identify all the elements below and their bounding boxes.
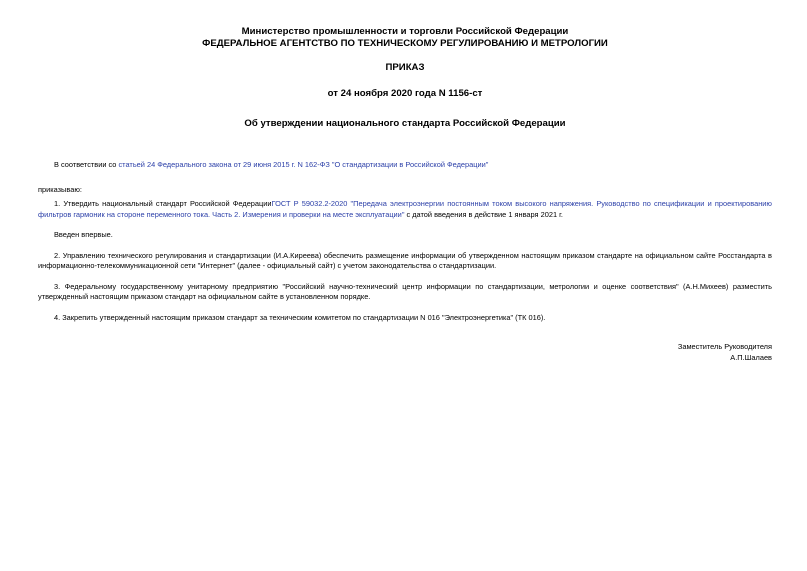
decree-word: приказываю: (38, 184, 82, 194)
standard-link[interactable]: ГОСТ Р 59032.2-2020 "Передача электроэнергии постоянным током высокого напряжения. Руководство по спецификации и проектированию фильтров гармоник на стороне переменного тока. Часть 2. Измерения и проверки на месте эксплуатации" (38, 199, 772, 219)
intro-prefix: В соответствии со (54, 160, 119, 169)
item-1-suffix: с датой введения в действие 1 января 2021 г. (404, 209, 563, 219)
law-link[interactable]: статьей 24 Федерального закона от 29 июня 2015 г. N 162-ФЗ "О стандартизации в Российской Федерации" (118, 160, 489, 169)
signatory-name: А.П.Шалаев (730, 353, 772, 362)
signatory-position: Заместитель Руководителя (677, 342, 772, 351)
order-title: ПРИКАЗ (385, 62, 425, 73)
order-date-number: от 24 ноября 2020 года N 1156-ст (327, 88, 483, 99)
item-2-paragraph: 2. Управлению технического регулирования и стандартизации (И.А.Киреева) обеспечить размещение информации об утвержденном настоящим приказом стандарте на официальном сайте Росстандарта в информационно-телекоммуникационной сети "Интернет" (далее - официальный сайт) с учетом законодательства о стандартизации. (38, 250, 772, 270)
signature-block (678, 341, 772, 363)
intro-paragraph (38, 160, 772, 171)
introduced-note: Введен впервые. (54, 230, 113, 239)
item-4-paragraph: 4. Закрепить утвержденный настоящим приказом стандарт за техническим комитетом по стандартизации N 016 "Электроэнергетика" (ТК 016). (54, 312, 546, 322)
document-header (38, 26, 772, 50)
agency-name: ФЕДЕРАЛЬНОЕ АГЕНТСТВО ПО ТЕХНИЧЕСКОМУ РЕГУЛИРОВАНИЮ И МЕТРОЛОГИИ (202, 38, 608, 49)
document-body (38, 160, 772, 323)
item-3-paragraph: 3. Федеральному государственному унитарному предприятию "Российский научно-технический центр информации по стандартизации, метрологии и оценке соответствия" (А.Н.Михеев) разместить утвержденный настоящим приказом стандарт на официальном сайте в установленном порядке. (38, 281, 772, 301)
document-page (38, 26, 772, 362)
order-subject: Об утверждении национального стандарта Российской Федерации (244, 118, 566, 129)
ministry-name: Министерство промышленности и торговли Российской Федерации (241, 26, 569, 37)
item-1-prefix: 1. Утвердить национальный стандарт Российской Федерации (54, 199, 272, 208)
item-1-paragraph (38, 199, 772, 220)
